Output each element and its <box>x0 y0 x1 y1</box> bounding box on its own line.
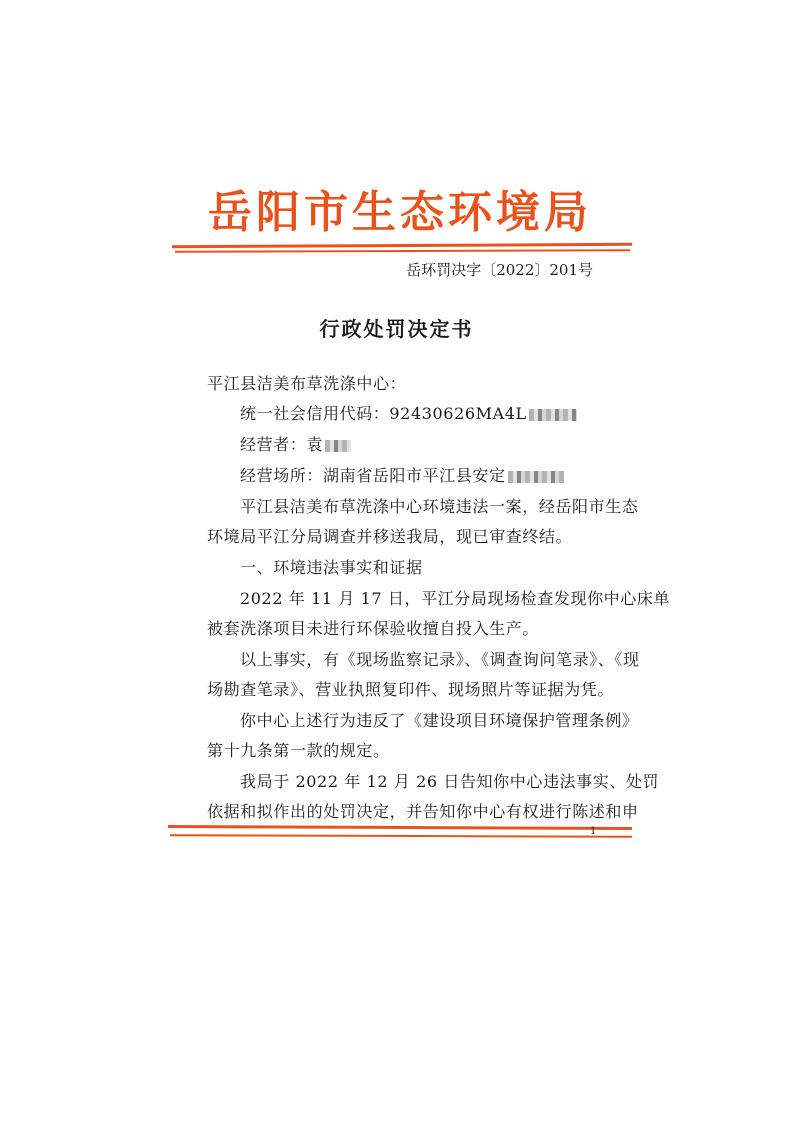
operator-line <box>240 432 351 455</box>
paragraph-line: 以上事实，有《现场监察记录》、《调查询问笔录》、《现 <box>240 650 640 669</box>
page-number: 1 <box>590 826 597 837</box>
premises-line <box>240 463 564 486</box>
paragraph-line: 2022 年 11 月 17 日，平江分局现场检查发现你中心床单 <box>240 589 671 608</box>
document-number: 岳环罚决字〔2022〕201号 <box>406 261 593 279</box>
agency-title: 岳阳市生态环境局 <box>208 187 592 238</box>
paragraph-line: 依据和拟作出的处罚决定，并告知你中心有权进行陈述和申 <box>207 802 639 821</box>
paragraph-line: 我局于 2022 年 12 月 26 日告知你中心违法事实、处罚 <box>240 772 660 791</box>
operator-text: 经营者：袁 <box>240 435 324 454</box>
paragraph-line: 你中心上述行为违反了《建设项目环境保护管理条例》 <box>240 711 639 730</box>
paragraph-line: 平江县洁美布草洗涤中心环境违法一案，经岳阳市生态 <box>240 497 639 516</box>
credit-code-line <box>240 401 577 424</box>
header-rule-thin <box>175 249 630 253</box>
footer-rule-thin <box>170 834 632 838</box>
premises-text: 经营场所：湖南省岳阳市平江县安定 <box>240 466 506 485</box>
redacted-block <box>529 409 577 421</box>
redacted-block <box>508 471 564 483</box>
paragraph-line: 环境局平江分局调查并移送我局，现已审查终结。 <box>207 527 573 546</box>
paragraph-line: 第十九条第一款的规定。 <box>207 741 390 760</box>
paragraph-line: 场勘查笔录》、营业执照复印件、现场照片等证据为凭。 <box>207 680 615 699</box>
footer-rule-thick <box>168 825 632 830</box>
credit-code-text: 统一社会信用代码：92430626MA4L <box>240 404 527 423</box>
document-title: 行政处罚决定书 <box>319 317 474 341</box>
redacted-block <box>325 440 351 452</box>
header-rule-thick <box>172 243 632 248</box>
section-heading: 一、环境违法事实和证据 <box>240 558 423 577</box>
paragraph-line: 被套洗涤项目未进行环保验收擅自投入生产。 <box>207 619 540 638</box>
recipient-line: 平江县洁美布草洗涤中心： <box>207 374 407 393</box>
